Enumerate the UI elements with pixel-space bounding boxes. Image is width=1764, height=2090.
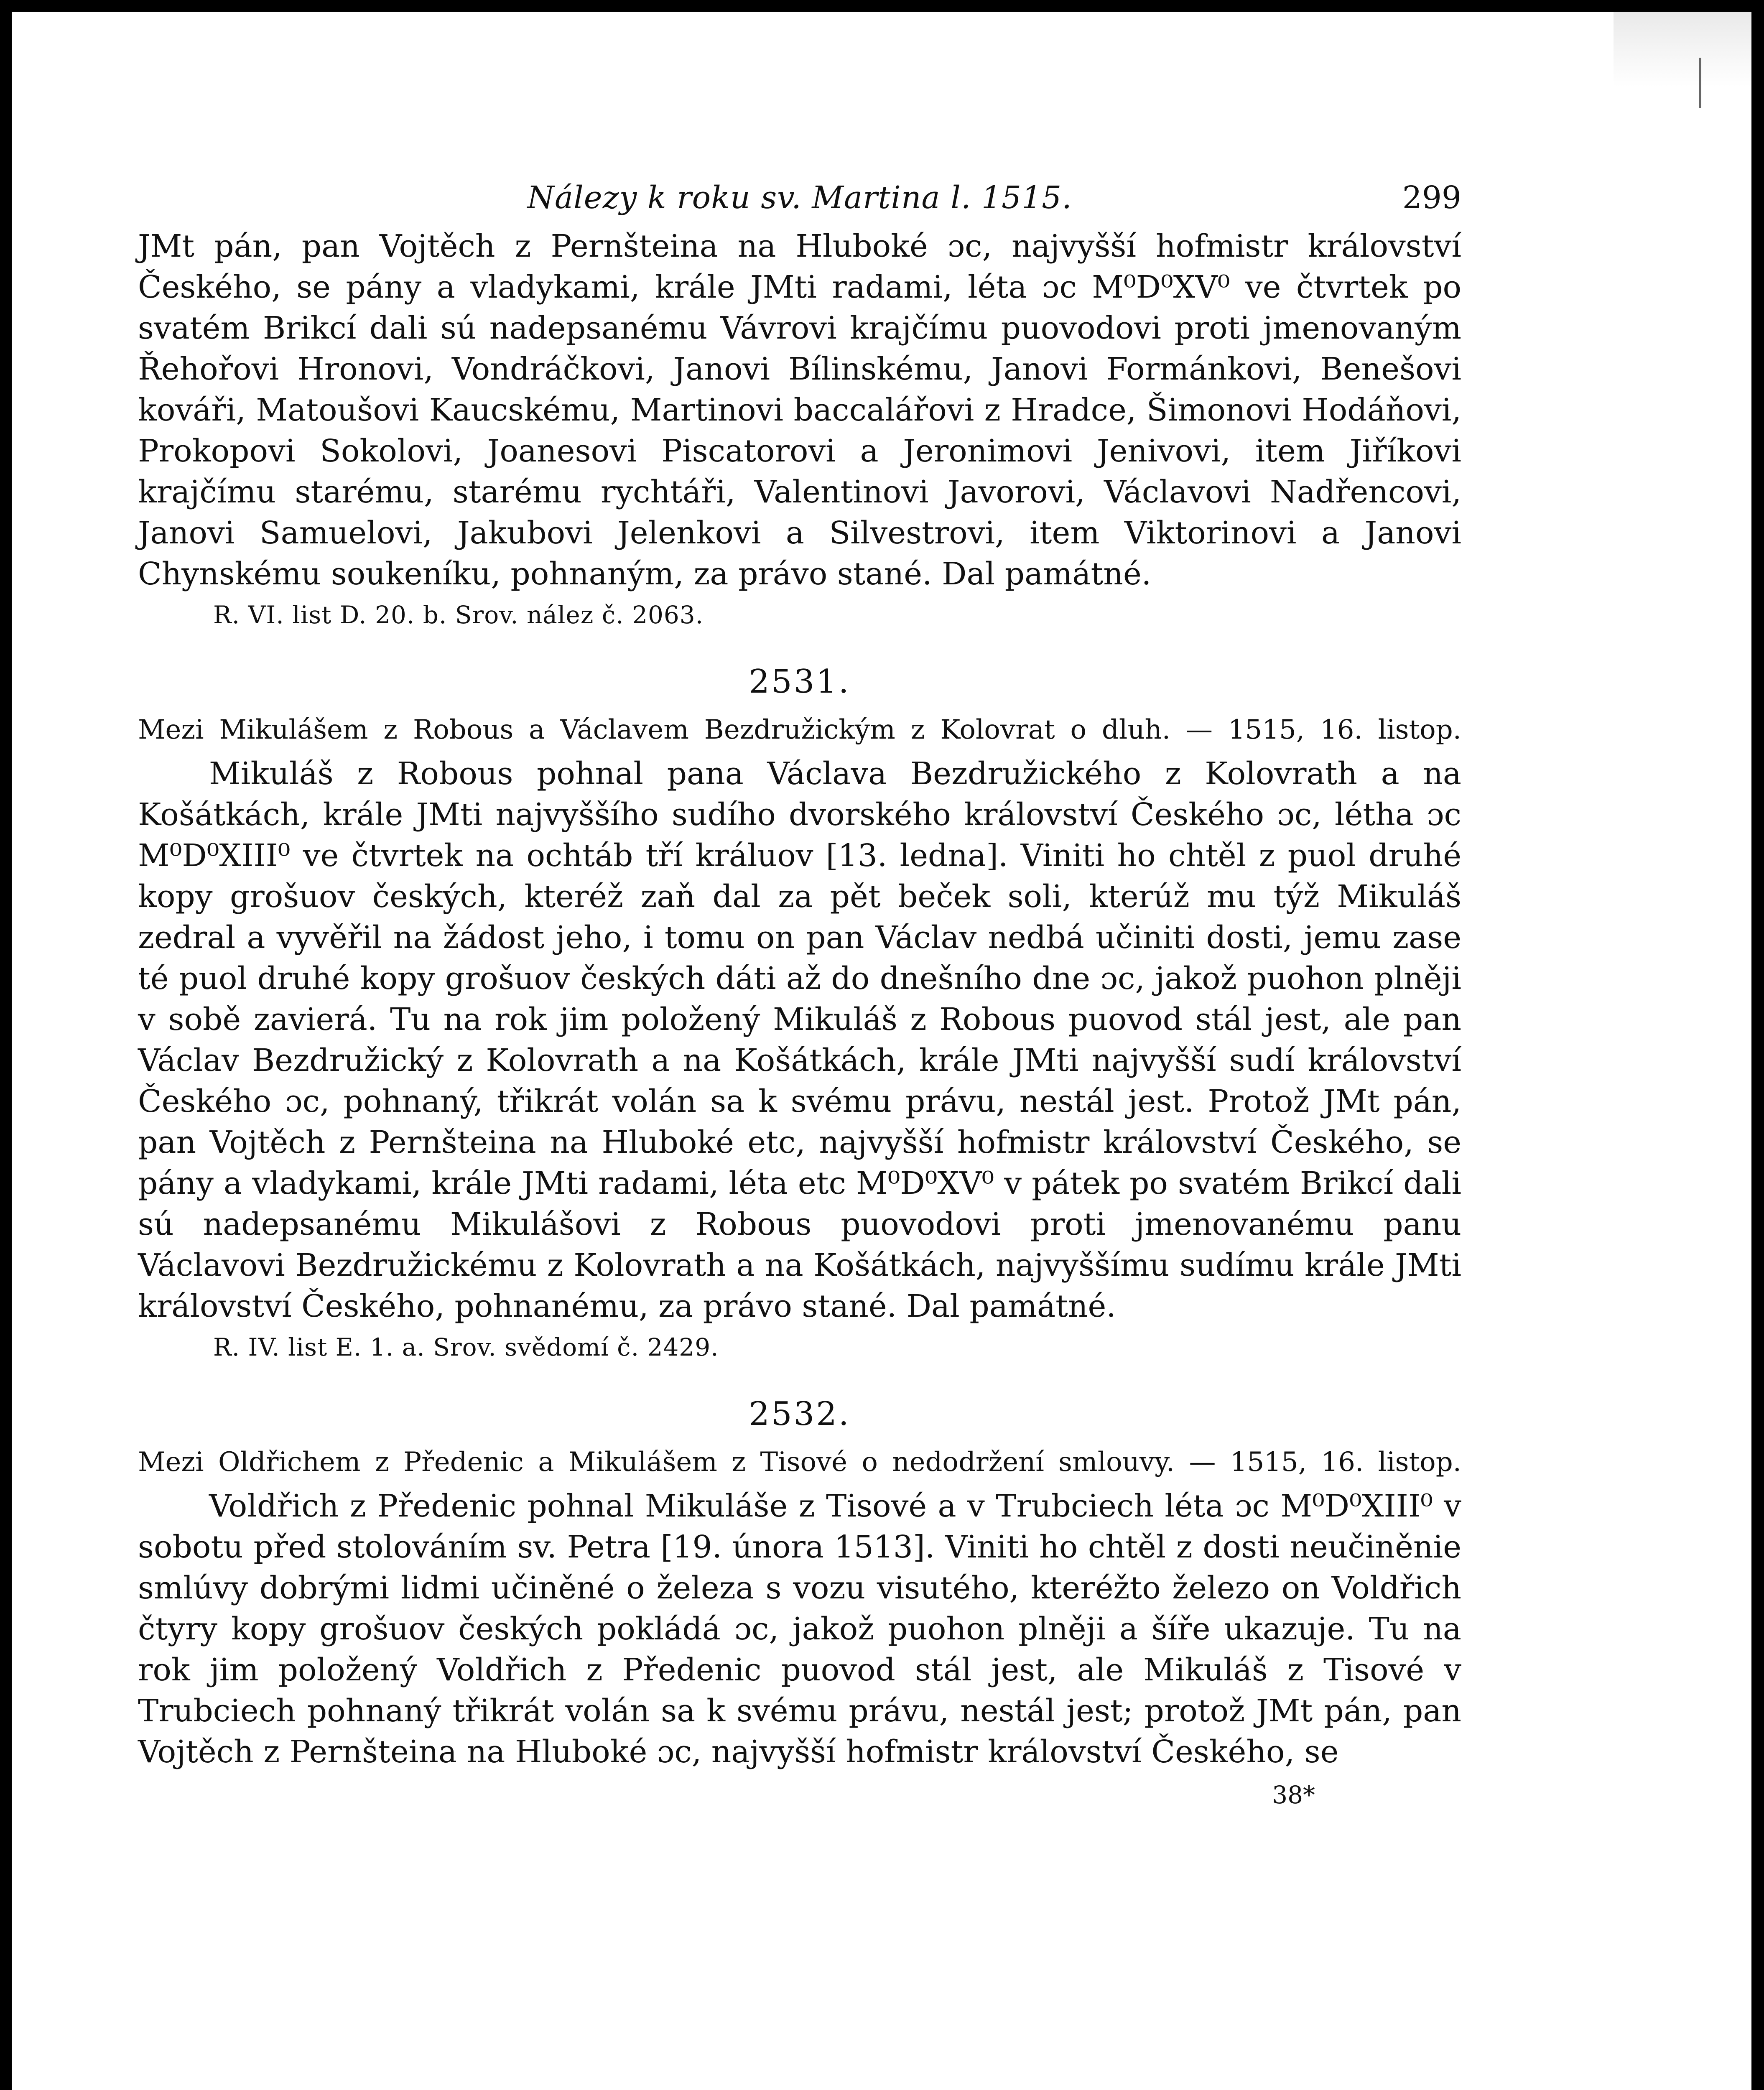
source-reference: R. VI. list D. 20. b. Srov. nález č. 2063.: [213, 601, 704, 629]
signature-mark: 38*: [1272, 1781, 1315, 1809]
running-title: Nálezy k roku sv. Martina l. 1515.: [527, 180, 1072, 216]
entry-text: Voldřich z Předenic pohnal Mikuláše z Tisové a v Trubciech léta ɔc M⁰D⁰XIII⁰ v sobotu před stolováním sv. Petra [19. února 1513]. Viniti ho chtěl z dosti neučiněnie smlúvy dobrými lidmi učiněné o železa s vozu visutého, kteréžto železo on Voldřich čtyry kopy grošuov českých pokládá ɔc, jakož puohon plněji a šíře ukazuje. Tu na rok jim položený Voldřich z Předenic puovod stál jest, ale Mikuláš z Tisové v Trubciech pohnaný třikrát volán sa k svému právu, nestál jest; protož JMt pán, pan Vojtěch z Pernšteina na Hluboké ɔc, najvyšší hofmistr království Českého, se: [138, 1488, 1461, 1770]
entry-number: 2532.: [749, 1395, 851, 1433]
running-head: [138, 180, 1461, 226]
entry-summary: Mezi Mikulášem z Robous a Václavem Bezdružickým z Kolovrat o dluh. — 1515, 16. listop.: [138, 714, 1461, 745]
entry-text: Mikuláš z Robous pohnal pana Václava Bezdružického z Kolovrath a na Košátkách, krále JMti najvyššího sudího dvorského království Českého ɔc, létha ɔc M⁰D⁰XIII⁰ ve čtvrtek na ochtáb tří králuov [13. ledna]. Viniti ho chtěl z puol druhé kopy grošuov českých, kteréž zaň dal za pět beček soli, kterúž mu týž Mikuláš zedral a vyvěřil na žádost jeho, i tomu on pan Václav nedbá učiniti dosti, jemu zase té puol druhé kopy grošuov českých dáti až do dnešního dne ɔc, jakož puohon plněji v sobě zavierá. Tu na rok jim položený Mikuláš z Robous puovod stál jest, ale pan Václav Bezdružický z Kolovrath a na Košátkách, krále JMti najvyšší sudí království Českého ɔc, pohnaný, třikrát volán sa k svému právu, nestál jest. Protož JMt pán, pan Vojtěch z Pernšteina na Hluboké etc, najvyšší hofmistr království Českého, se pány a vladykami, krále JMti radami, léta etc M⁰D⁰XV⁰ v pátek po svatém Brikcí dali sú nadepsanému Mikulášovi z Robous puovodovi proti jmenovanému panu Václavovi Bezdružickému z Kolovrath a na Košátkách, najvyššímu sudímu krále JMti království Českého, pohnanému, za právo stané. Dal památné.: [138, 756, 1461, 1324]
continuation-paragraph: JMt pán, pan Vojtěch z Pernšteina na Hluboké ɔc, najvyšší hofmistr království Českého, se pány a vladykami, krále JMti radami, léta ɔc M⁰D⁰XV⁰ ve čtvrtek po svatém Brikcí dali sú nadepsanému Vávrovi krajčímu puovodovi proti jmenovaným Řehořovi Hronovi, Vondráčkovi, Janovi Bílinskému, Janovi Formánkovi, Benešovi kováři, Matoušovi Kaucskému, Martinovi baccalářovi z Hradce, Šimonovi Hodáňovi, Prokopovi Sokolovi, Joanesovi Piscatorovi a Jeronimovi Jenivovi, item Jiříkovi krajčímu starému, starému rychtáři, Valentinovi Javorovi, Václavovi Nadřencovi, Janovi Samuelovi, Jakubovi Jelenkovi a Silvestrovi, item Viktorinovi a Janovi Chynskému soukeníku, pohnaným, za právo stané. Dal památné.: [138, 228, 1461, 592]
source-reference: R. IV. list E. 1. a. Srov. svědomí č. 2429.: [213, 1333, 719, 1361]
entry-summary: Mezi Oldřichem z Předenic a Mikulášem z Tisové o nedodržení smlouvy. — 1515, 16. listop.: [138, 1447, 1461, 1478]
scan-edge-artifact: [1614, 12, 1751, 87]
page-content: [138, 180, 1461, 1809]
entry-number: 2531.: [749, 663, 851, 701]
scan-edge-line: [1699, 58, 1701, 108]
page-number: 299: [1402, 180, 1461, 216]
